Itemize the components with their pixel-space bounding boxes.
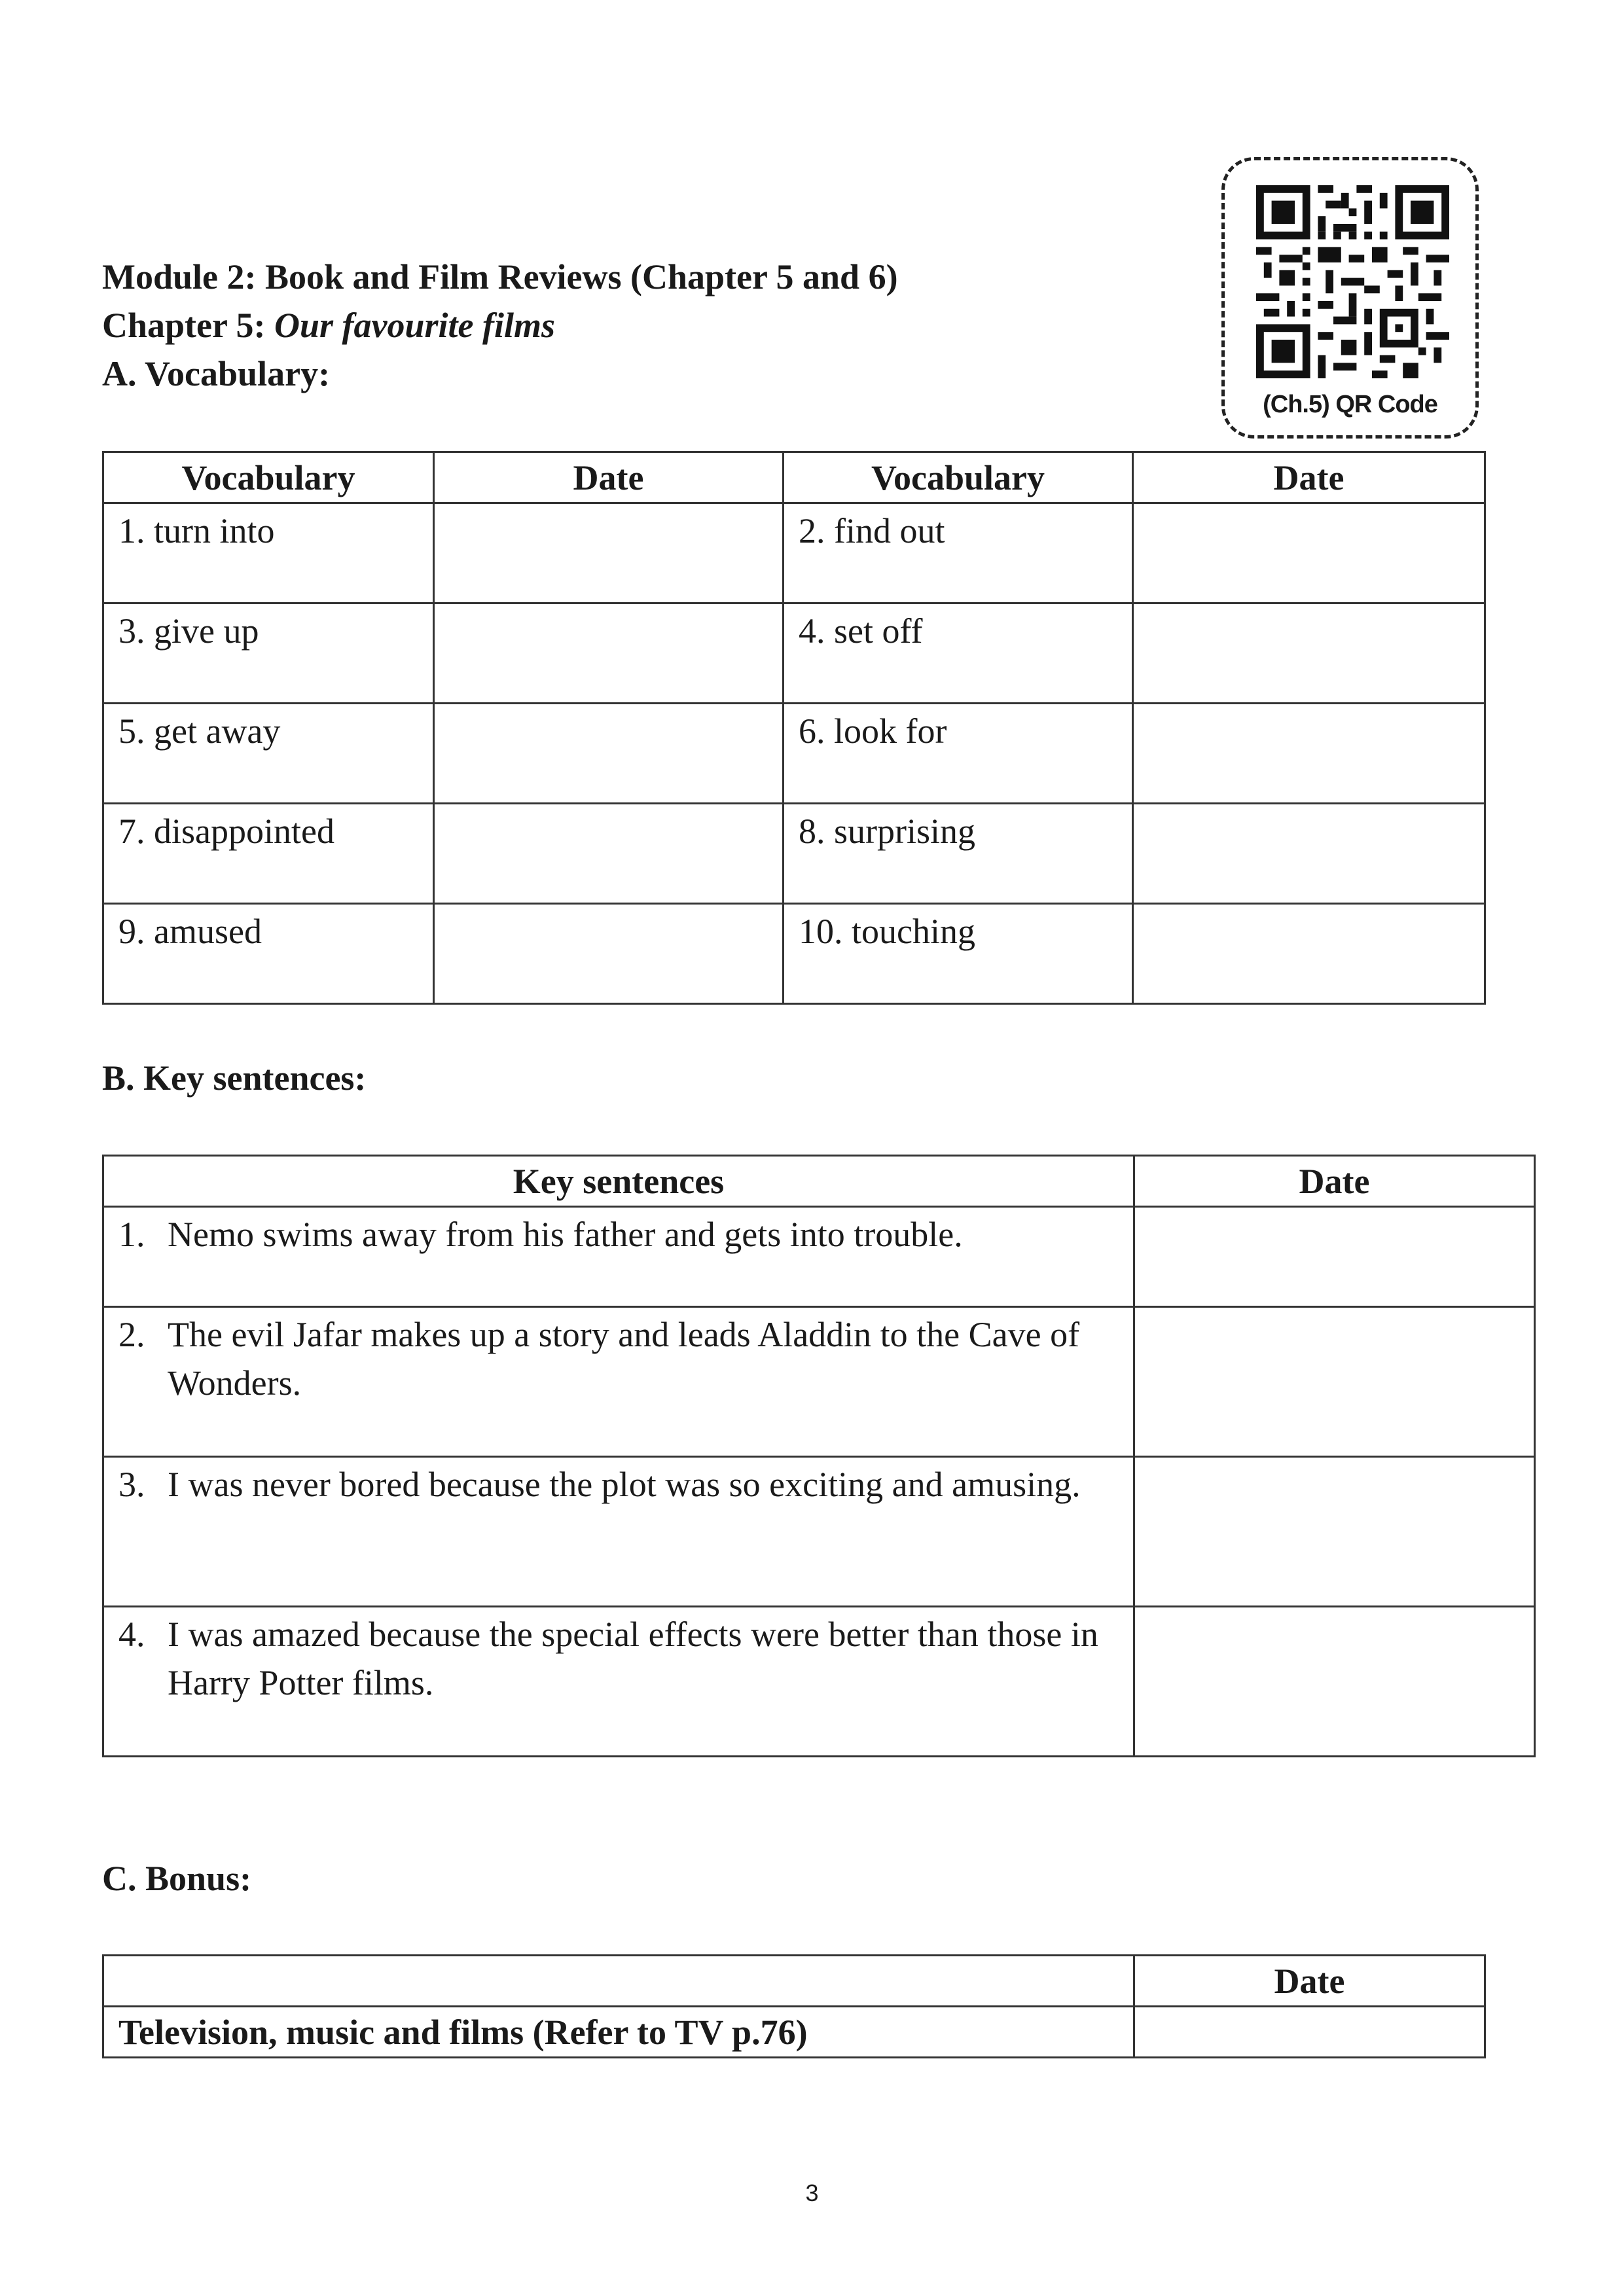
- date-cell[interactable]: [434, 804, 784, 904]
- sentence-number: 1.: [118, 1215, 145, 1254]
- date-cell[interactable]: [1134, 1457, 1535, 1607]
- vocabulary-cell: 5. get away: [103, 704, 434, 804]
- column-header: Vocabulary: [103, 452, 434, 503]
- table-header-row: [103, 452, 1485, 503]
- date-cell[interactable]: [434, 704, 784, 804]
- date-cell[interactable]: [434, 503, 784, 603]
- vocabulary-cell: 3. give up: [103, 603, 434, 704]
- qr-code-box: [1221, 157, 1479, 439]
- sentence-text: I was amazed because the special effects were better than those in Harry Potter films.: [168, 1615, 1098, 1702]
- section-b-heading: B. Key sentences:: [102, 1058, 367, 1098]
- bonus-item-label: Television, music and films (Refer to TV p.76): [103, 2007, 1134, 2058]
- chapter-prefix: Chapter 5:: [102, 306, 274, 345]
- date-cell[interactable]: [1134, 1607, 1535, 1757]
- vocabulary-cell: 10. touching: [784, 904, 1133, 1004]
- date-cell[interactable]: [434, 603, 784, 704]
- column-header: Date: [434, 452, 784, 503]
- module-title: Module 2: Book and Film Reviews (Chapter 5 and 6): [102, 257, 898, 296]
- table-row: [103, 2007, 1485, 2058]
- vocabulary-cell: 2. find out: [784, 503, 1133, 603]
- table-row: [103, 1607, 1535, 1757]
- table-row: [103, 804, 1485, 904]
- date-cell[interactable]: [1133, 503, 1485, 603]
- key-sentences-table: [102, 1155, 1536, 1757]
- sentence-text: I was never bored because the plot was so exciting and amusing.: [168, 1465, 1081, 1504]
- date-cell[interactable]: [1134, 1207, 1535, 1307]
- qr-code-caption: (Ch.5) QR Code: [1263, 391, 1437, 418]
- section-a-heading: A. Vocabulary:: [102, 354, 331, 393]
- sentence-number: 2.: [118, 1315, 145, 1354]
- sentence-number: 4.: [118, 1615, 145, 1654]
- date-cell[interactable]: [1133, 804, 1485, 904]
- sentence-text: Nemo swims away from his father and gets into trouble.: [168, 1215, 963, 1254]
- column-header-empty: [103, 1956, 1134, 2007]
- sentence-number: 3.: [118, 1465, 145, 1504]
- vocabulary-cell: 9. amused: [103, 904, 434, 1004]
- chapter-name: Our favourite films: [274, 306, 556, 345]
- sentence-cell: [103, 1457, 1134, 1607]
- date-cell[interactable]: [1134, 2007, 1485, 2058]
- date-cell[interactable]: [1134, 1307, 1535, 1457]
- sentence-text: The evil Jafar makes up a story and leads Aladdin to the Cave of Wonders.: [168, 1315, 1080, 1403]
- column-header: Vocabulary: [784, 452, 1133, 503]
- vocabulary-cell: 7. disappointed: [103, 804, 434, 904]
- date-cell[interactable]: [1133, 603, 1485, 704]
- column-header: Key sentences: [103, 1156, 1134, 1207]
- table-header-row: [103, 1956, 1485, 2007]
- qr-code-icon: [1256, 185, 1449, 378]
- table-row: [103, 1307, 1535, 1457]
- vocabulary-cell: 8. surprising: [784, 804, 1133, 904]
- date-cell[interactable]: [434, 904, 784, 1004]
- page-number: 3: [805, 2179, 819, 2206]
- sentence-cell: [103, 1307, 1134, 1457]
- sentence-cell: [103, 1207, 1134, 1307]
- table-row: [103, 503, 1485, 603]
- vocabulary-cell: 1. turn into: [103, 503, 434, 603]
- table-row: [103, 1207, 1535, 1307]
- date-cell[interactable]: [1133, 904, 1485, 1004]
- column-header: Date: [1134, 1156, 1535, 1207]
- vocabulary-cell: 4. set off: [784, 603, 1133, 704]
- table-row: [103, 603, 1485, 704]
- table-row: [103, 1457, 1535, 1607]
- section-c-heading: C. Bonus:: [102, 1859, 252, 1898]
- table-row: [103, 704, 1485, 804]
- column-header: Date: [1134, 1956, 1485, 2007]
- table-header-row: [103, 1156, 1535, 1207]
- column-header: Date: [1133, 452, 1485, 503]
- date-cell[interactable]: [1133, 704, 1485, 804]
- vocabulary-table: [102, 451, 1486, 1005]
- sentence-cell: [103, 1607, 1134, 1757]
- table-row: [103, 904, 1485, 1004]
- chapter-title: [102, 301, 555, 350]
- vocabulary-cell: 6. look for: [784, 704, 1133, 804]
- bonus-table: [102, 1954, 1486, 2058]
